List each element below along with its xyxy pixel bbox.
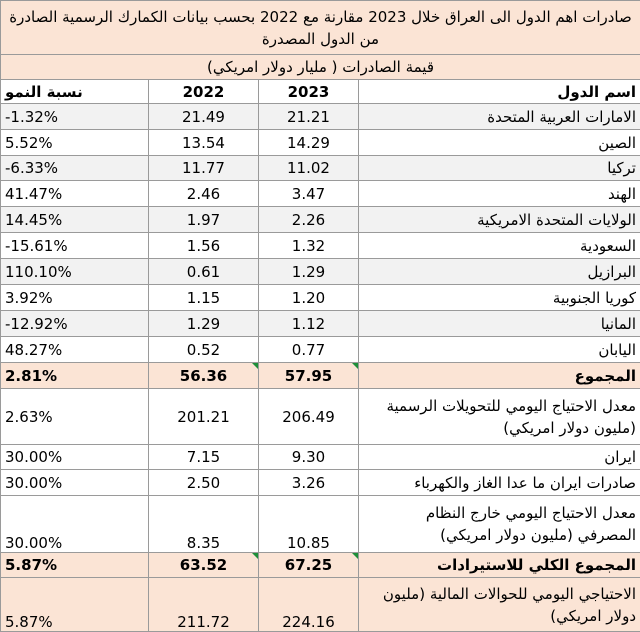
subtitle-row [1,55,640,80]
iran-exports-2022: 2.50 [149,470,259,496]
country-name: تركيا [359,156,640,181]
value-2023: 3.47 [259,181,359,207]
reserve-growth: 2.63% [1,389,149,445]
grand-total-2022: 63.52 [149,553,259,578]
growth-rate: -12.92% [1,311,149,337]
total-growth: 2.81% [1,363,149,389]
value-2023: 2.26 [259,207,359,233]
daily-row [1,578,640,632]
value-2023: 21.21 [259,104,359,130]
growth-rate: 3.92% [1,285,149,311]
iran-growth: 30.00% [1,445,149,470]
value-2023: 11.02 [259,156,359,181]
value-2022: 21.49 [149,104,259,130]
country-name: كوريا الجنوبية [359,285,640,311]
country-name: الهند [359,181,640,207]
table-row [1,181,640,207]
value-2023: 1.20 [259,285,359,311]
daily-2023: 224.16 [259,578,359,632]
value-2022: 2.46 [149,181,259,207]
value-2022: 0.61 [149,259,259,285]
growth-rate: 41.47% [1,181,149,207]
daily-2022: 211.72 [149,578,259,632]
reserve-2022: 201.21 [149,389,259,445]
table-row [1,104,640,130]
table-row [1,130,640,156]
iran-label: ايران [359,445,640,470]
iran-exports-growth: 30.00% [1,470,149,496]
grand-total-row [1,553,640,578]
iran-exports-2023: 3.26 [259,470,359,496]
header-2022: 2022 [149,80,259,104]
total-2022: 56.36 [149,363,259,389]
daily-growth: 5.87% [1,578,149,632]
value-2023: 14.29 [259,130,359,156]
reserve-label: معدل الاحتياج اليومي للتحويلات الرسمية (مليون دولار امريكي) [359,389,640,445]
reserve-2023: 206.49 [259,389,359,445]
iran-exports-label: صادرات ايران ما عدا الغاز والكهرباء [359,470,640,496]
country-name: اليابان [359,337,640,363]
country-name: الامارات العربية المتحدة [359,104,640,130]
total-label: المجموع [359,363,640,389]
value-2022: 13.54 [149,130,259,156]
header-2023: 2023 [259,80,359,104]
grand-total-2023: 67.25 [259,553,359,578]
value-2023: 1.32 [259,233,359,259]
outside-row [1,496,640,553]
outside-growth: 30.00% [1,496,149,553]
outside-2022: 8.35 [149,496,259,553]
growth-rate: 14.45% [1,207,149,233]
country-name: المانيا [359,311,640,337]
header-row [1,80,640,104]
table-row [1,233,640,259]
growth-rate: -15.61% [1,233,149,259]
iran-exports-row [1,470,640,496]
reserve-row [1,389,640,445]
header-country: اسم الدول [359,80,640,104]
title-row [1,1,640,55]
value-2023: 0.77 [259,337,359,363]
growth-rate: 5.52% [1,130,149,156]
value-2022: 1.97 [149,207,259,233]
table-subtitle: قيمة الصادرات ( مليار دولار امريكي) [1,55,640,80]
country-name: الولايات المتحدة الامريكية [359,207,640,233]
growth-rate: 110.10% [1,259,149,285]
country-name: البرازيل [359,259,640,285]
value-2023: 1.12 [259,311,359,337]
country-name: الصين [359,130,640,156]
table-title: صادرات اهم الدول الى العراق خلال 2023 مقارنة مع 2022 بحسب بيانات الكمارك الرسمية الصادرة من الدول المصدرة [1,1,640,55]
value-2022: 1.15 [149,285,259,311]
value-2022: 0.52 [149,337,259,363]
table-row [1,259,640,285]
table-row [1,156,640,181]
header-growth: نسبة النمو [1,80,149,104]
table-row [1,207,640,233]
value-2023: 1.29 [259,259,359,285]
grand-total-label: المجموع الكلي للاستيرادات [359,553,640,578]
iran-row [1,445,640,470]
table-row [1,311,640,337]
growth-rate: -1.32% [1,104,149,130]
iran-2022: 7.15 [149,445,259,470]
outside-2023: 10.85 [259,496,359,553]
table-row [1,285,640,311]
value-2022: 1.56 [149,233,259,259]
growth-rate: 48.27% [1,337,149,363]
total-row [1,363,640,389]
value-2022: 1.29 [149,311,259,337]
value-2022: 11.77 [149,156,259,181]
total-2023: 57.95 [259,363,359,389]
iran-2023: 9.30 [259,445,359,470]
table-row [1,337,640,363]
outside-label: معدل الاحتياج اليومي خارج النظام المصرفي (مليون دولار امريكي) [359,496,640,553]
daily-label: الاحتياجي اليومي للحوالات المالية (مليون دولار امريكي) [359,578,640,632]
country-name: السعودية [359,233,640,259]
grand-total-growth: 5.87% [1,553,149,578]
growth-rate: -6.33% [1,156,149,181]
